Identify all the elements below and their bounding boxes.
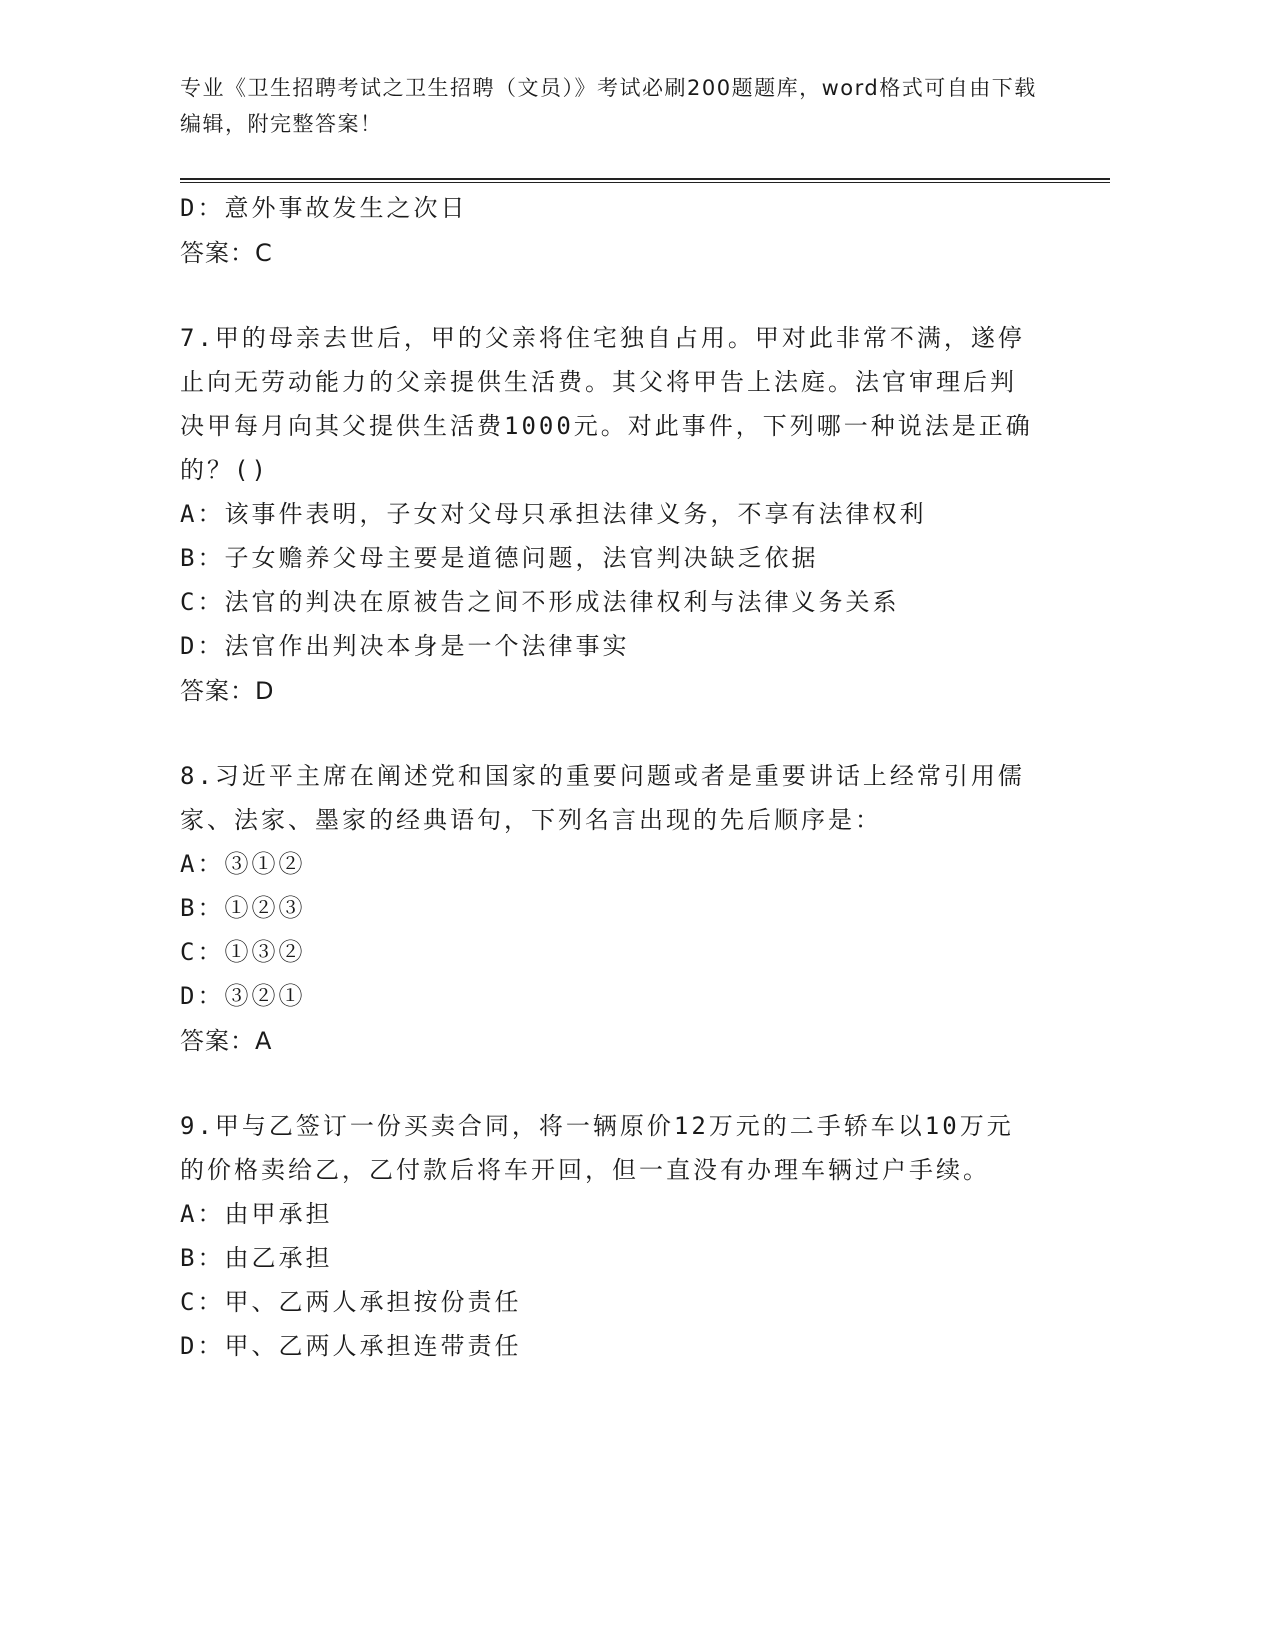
carryover-answer: 答案：C — [180, 239, 273, 267]
spacer — [180, 1064, 1050, 1104]
document-page — [180, 0, 1110, 1650]
question-9-option-d: D：甲、乙两人承担连带责任 — [180, 1332, 522, 1360]
document-body — [180, 186, 1050, 1368]
question-8-option-d: D：③②① — [180, 982, 306, 1010]
question-8-option-a: A：③①② — [180, 850, 306, 878]
question-8-stem: 8.习近平主席在阐述党和国家的重要问题或者是重要讲话上经常引用儒家、法家、墨家的经典语句，下列名言出现的先后顺序是： — [180, 762, 1025, 834]
question-7-answer: 答案：D — [180, 677, 275, 705]
question-8-answer: 答案：A — [180, 1027, 273, 1055]
question-9-option-c: C：甲、乙两人承担按份责任 — [180, 1288, 522, 1316]
spacer — [180, 714, 1050, 754]
header-divider — [180, 178, 1110, 183]
question-9-option-b: B：由乙承担 — [180, 1244, 333, 1272]
question-7-option-a: A：该事件表明，子女对父母只承担法律义务，不享有法律权利 — [180, 500, 927, 528]
question-7-option-c: C：法官的判决在原被告之间不形成法律权利与法律义务关系 — [180, 588, 900, 616]
carryover-option-d: D：意外事故发生之次日 — [180, 194, 468, 222]
document-header: 专业《卫生招聘考试之卫生招聘（文员）》考试必刷200题题库，word格式可自由下载编辑，附完整答案！ — [180, 76, 1037, 136]
question-8-option-c: C：①③② — [180, 938, 306, 966]
spacer — [180, 276, 1050, 316]
question-9-option-a: A：由甲承担 — [180, 1200, 333, 1228]
question-7-option-d: D：法官作出判决本身是一个法律事实 — [180, 632, 630, 660]
question-8-option-b: B：①②③ — [180, 894, 306, 922]
question-7-option-b: B：子女赡养父母主要是道德问题，法官判决缺乏依据 — [180, 544, 819, 572]
question-7-stem: 7.甲的母亲去世后，甲的父亲将住宅独自占用。甲对此非常不满，遂停止向无劳动能力的父亲提供生活费。其父将甲告上法庭。法官审理后判决甲每月向其父提供生活费1000元。对此事件，下列哪一种说法是正确的？() — [180, 324, 1033, 484]
question-9-stem: 9.甲与乙签订一份买卖合同，将一辆原价12万元的二手轿车以10万元的价格卖给乙，乙付款后将车开回，但一直没有办理车辆过户手续。 — [180, 1112, 1014, 1184]
